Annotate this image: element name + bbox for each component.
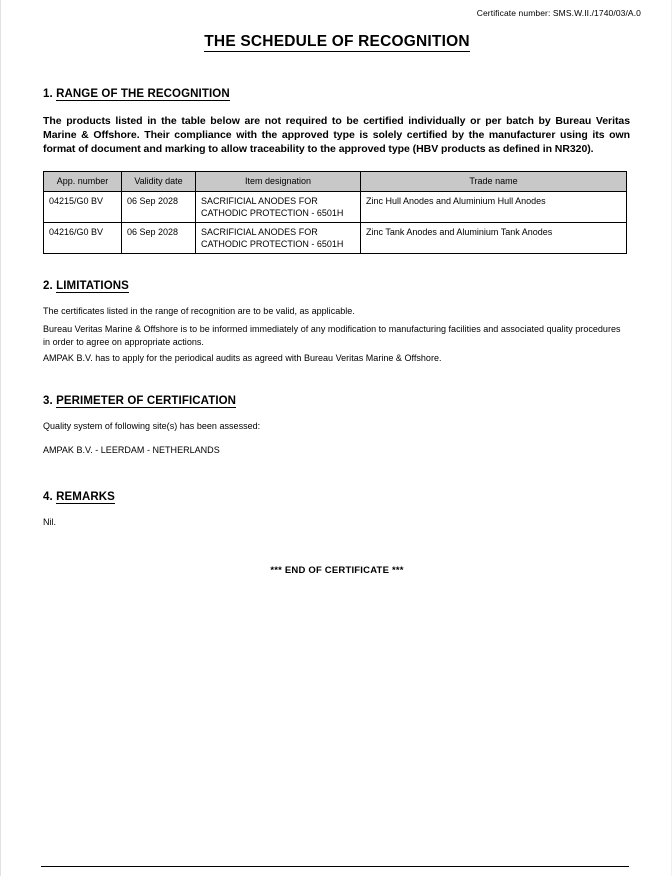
- column-header-trade-name: Trade name: [361, 172, 627, 192]
- recognition-table: [43, 171, 627, 254]
- limitations-paragraph-2: Bureau Veritas Marine & Offshore is to be informed immediately of any modification to manufacturing facilities and associated quality procedures in order to agree on appropriate actions.: [43, 324, 621, 347]
- section-number-range: 1.: [43, 88, 53, 100]
- perimeter-paragraph-1: Quality system of following site(s) has been assessed:: [43, 421, 261, 431]
- end-of-certificate-note: *** END OF CERTIFICATE ***: [270, 565, 404, 576]
- range-intro-paragraph: The products listed in the table below are not required to be certified individually or per batch by Bureau Veritas Marine & Offshore. Their compliance with the approved type is solely certified by the manufacturer using its own format of document and marking to allow traceability to the approved type (HBV products as defined in NR320).: [43, 115, 630, 156]
- cell-app-number: 04216/G0 BV: [44, 223, 122, 254]
- perimeter-site: AMPAK B.V. - LEERDAM - NETHERLANDS: [43, 445, 220, 455]
- cell-trade-name: Zinc Tank Anodes and Aluminium Tank Anodes: [361, 223, 627, 254]
- column-header-app-number: App. number: [44, 172, 122, 192]
- section-heading-limitations: [43, 280, 129, 292]
- section-heading-remarks: [43, 491, 115, 503]
- limitations-paragraph-1: The certificates listed in the range of recognition are to be valid, as applicable.: [43, 306, 355, 316]
- remarks-paragraph-1: Nil.: [43, 517, 57, 527]
- cell-item-designation: SACRIFICIAL ANODES FOR CATHODIC PROTECTION - 6501H: [196, 192, 361, 223]
- section-title-remarks: REMARKS: [56, 491, 115, 503]
- section-title-perimeter: PERIMETER OF CERTIFICATION: [56, 395, 237, 407]
- column-header-validity-date: Validity date: [122, 172, 196, 192]
- cell-item-designation: SACRIFICIAL ANODES FOR CATHODIC PROTECTION - 6501H: [196, 223, 361, 254]
- table-row: [44, 192, 627, 223]
- page-title: [1, 33, 672, 51]
- section-number-remarks: 4.: [43, 491, 53, 503]
- cell-trade-name: Zinc Hull Anodes and Aluminium Hull Anodes: [361, 192, 627, 223]
- table-row: [44, 223, 627, 254]
- limitations-paragraph-3: AMPAK B.V. has to apply for the periodical audits as agreed with Bureau Veritas Marine & Offshore.: [43, 353, 442, 363]
- column-header-item-designation: Item designation: [196, 172, 361, 192]
- page-title-text: THE SCHEDULE OF RECOGNITION: [204, 33, 470, 50]
- table-header-row: [44, 172, 627, 192]
- section-number-perimeter: 3.: [43, 395, 53, 407]
- cell-validity-date: 06 Sep 2028: [122, 223, 196, 254]
- cell-app-number: 04215/G0 BV: [44, 192, 122, 223]
- cell-validity-date: 06 Sep 2028: [122, 192, 196, 223]
- footer-divider: [41, 866, 629, 867]
- section-number-limitations: 2.: [43, 280, 53, 292]
- section-heading-range: [43, 88, 230, 100]
- section-heading-perimeter: [43, 395, 236, 407]
- section-title-limitations: LIMITATIONS: [56, 280, 129, 292]
- section-title-range: RANGE OF THE RECOGNITION: [56, 88, 230, 100]
- certificate-number: Certificate number: SMS.W.II./1740/03/A.0: [476, 8, 641, 18]
